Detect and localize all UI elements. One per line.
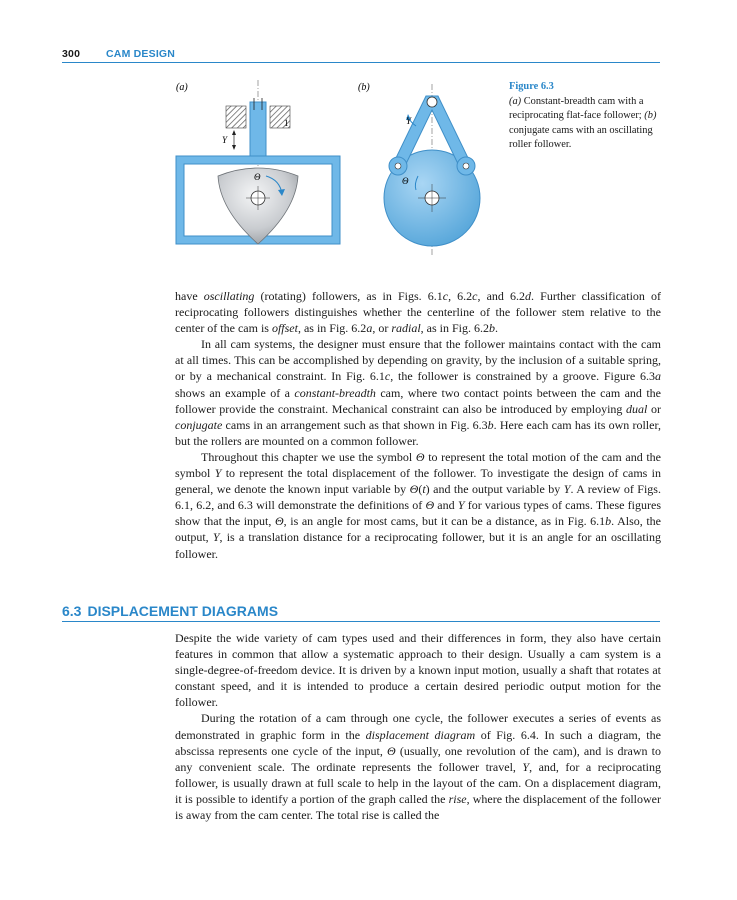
follower-pivot — [427, 97, 437, 107]
follower-stem — [250, 102, 266, 156]
label-theta-a: Θ — [254, 172, 261, 182]
body-block-1 — [175, 288, 661, 562]
paragraph-1: have oscillating (rotating) followers, as in Figs. 6.1c, 6.2c, and 6.2d. Further classification of reciprocating followers distinguishes whether the centerline of the follower stem relative to the center of the cam is offset, as in Fig. 6.2a, or radial, as in Fig. 6.2b. — [175, 289, 662, 336]
label-y-a: Y — [222, 135, 228, 145]
body-block-2 — [175, 630, 661, 823]
header-rule — [62, 62, 660, 63]
paragraph-3: Throughout this chapter we use the symbol Θ to represent the total motion of the cam and the symbol Y to represent the total displacement of the follower. To investigate the design of cams in general, we denote the known input variable by Θ(t) and the output variable by Y. A review of Figs. 6.1, 6.2, and 6.3 will demonstrate the definitions of Θ and Y for various types of cams. These figures show that the input, Θ, is an angle for most cams, but it can be a distance, as in Fig. 6.1b. Also, the output, Y, is a translation distance for a reciprocating follower, but it is an angle for an oscillating follower. — [175, 449, 662, 561]
page-number: 300 — [62, 48, 81, 60]
chapter-title: CAM DESIGN — [106, 48, 176, 60]
paragraph-4: Despite the wide variety of cam types used and their differences in form, they also have certain features in common that allow a systematic approach to their design. Usually a cam system is a single-degree-of-freedom device. It is driven by a known input motion, usually a shaft that rotates at constant speed, and it is intended to produce a certain desired periodic output motion for the follower. — [175, 631, 661, 710]
section-heading — [62, 603, 662, 623]
caption-body: (a) Constant-breadth cam with a reciprocating flat-face follower; (b) conjugate cams with an oscillating roller follower. — [509, 95, 657, 151]
guide-left — [226, 106, 246, 128]
figure-caption — [509, 80, 664, 153]
label-y-b: Y — [406, 116, 412, 126]
section-title: DISPLACEMENT DIAGRAMS — [87, 603, 279, 619]
label-theta-b: Θ — [402, 176, 409, 186]
label-one: 1 — [284, 118, 289, 128]
panel-b-drawing — [384, 84, 480, 256]
paragraph-5: During the rotation of a cam through one cycle, the follower executes a series of events as demonstrated in graphic form in the displacement diagram of Fig. 6.4. In such a diagram, the abscissa represents one cycle of the input, Θ (usually, one revolution of the cam), and is drawn to any convenient scale. The ordinate represents the follower travel, Y, and, for a reciprocating follower, is usually drawn at full scale to help in the layout of the cam. On a displacement diagram, it is possible to identify a portion of the graph called the rise, where the displacement of the follower is away from the cam center. The total rise is called the — [175, 711, 662, 823]
panel-b-label: (b) — [358, 82, 370, 93]
paragraph-2: In all cam systems, the designer must ensure that the follower maintains contact with the cam at all times. This can be accomplished by depending on gravity, by the inclusion of a suitable spring, or by a mechanical constraint. In Fig. 6.1c, the follower is constrained by a groove. Figure 6.3a shows an example of a constant-breadth cam, where two contact points between the cam and the follower provide the constraint. Mechanical constraint can also be introduced by employing dual or conjugate cams in an arrangement such as that shown in Fig. 6.3b. Here each cam has its own roller, but the rollers are mounted on a common follower. — [175, 337, 661, 448]
section-number: 6.3 — [62, 603, 82, 619]
panel-a-label: (a) — [176, 82, 188, 93]
section-rule — [62, 621, 660, 622]
figure-6-3 — [170, 76, 490, 276]
panel-a-drawing — [176, 80, 340, 244]
figure-title: Figure 6.3 — [509, 81, 554, 92]
